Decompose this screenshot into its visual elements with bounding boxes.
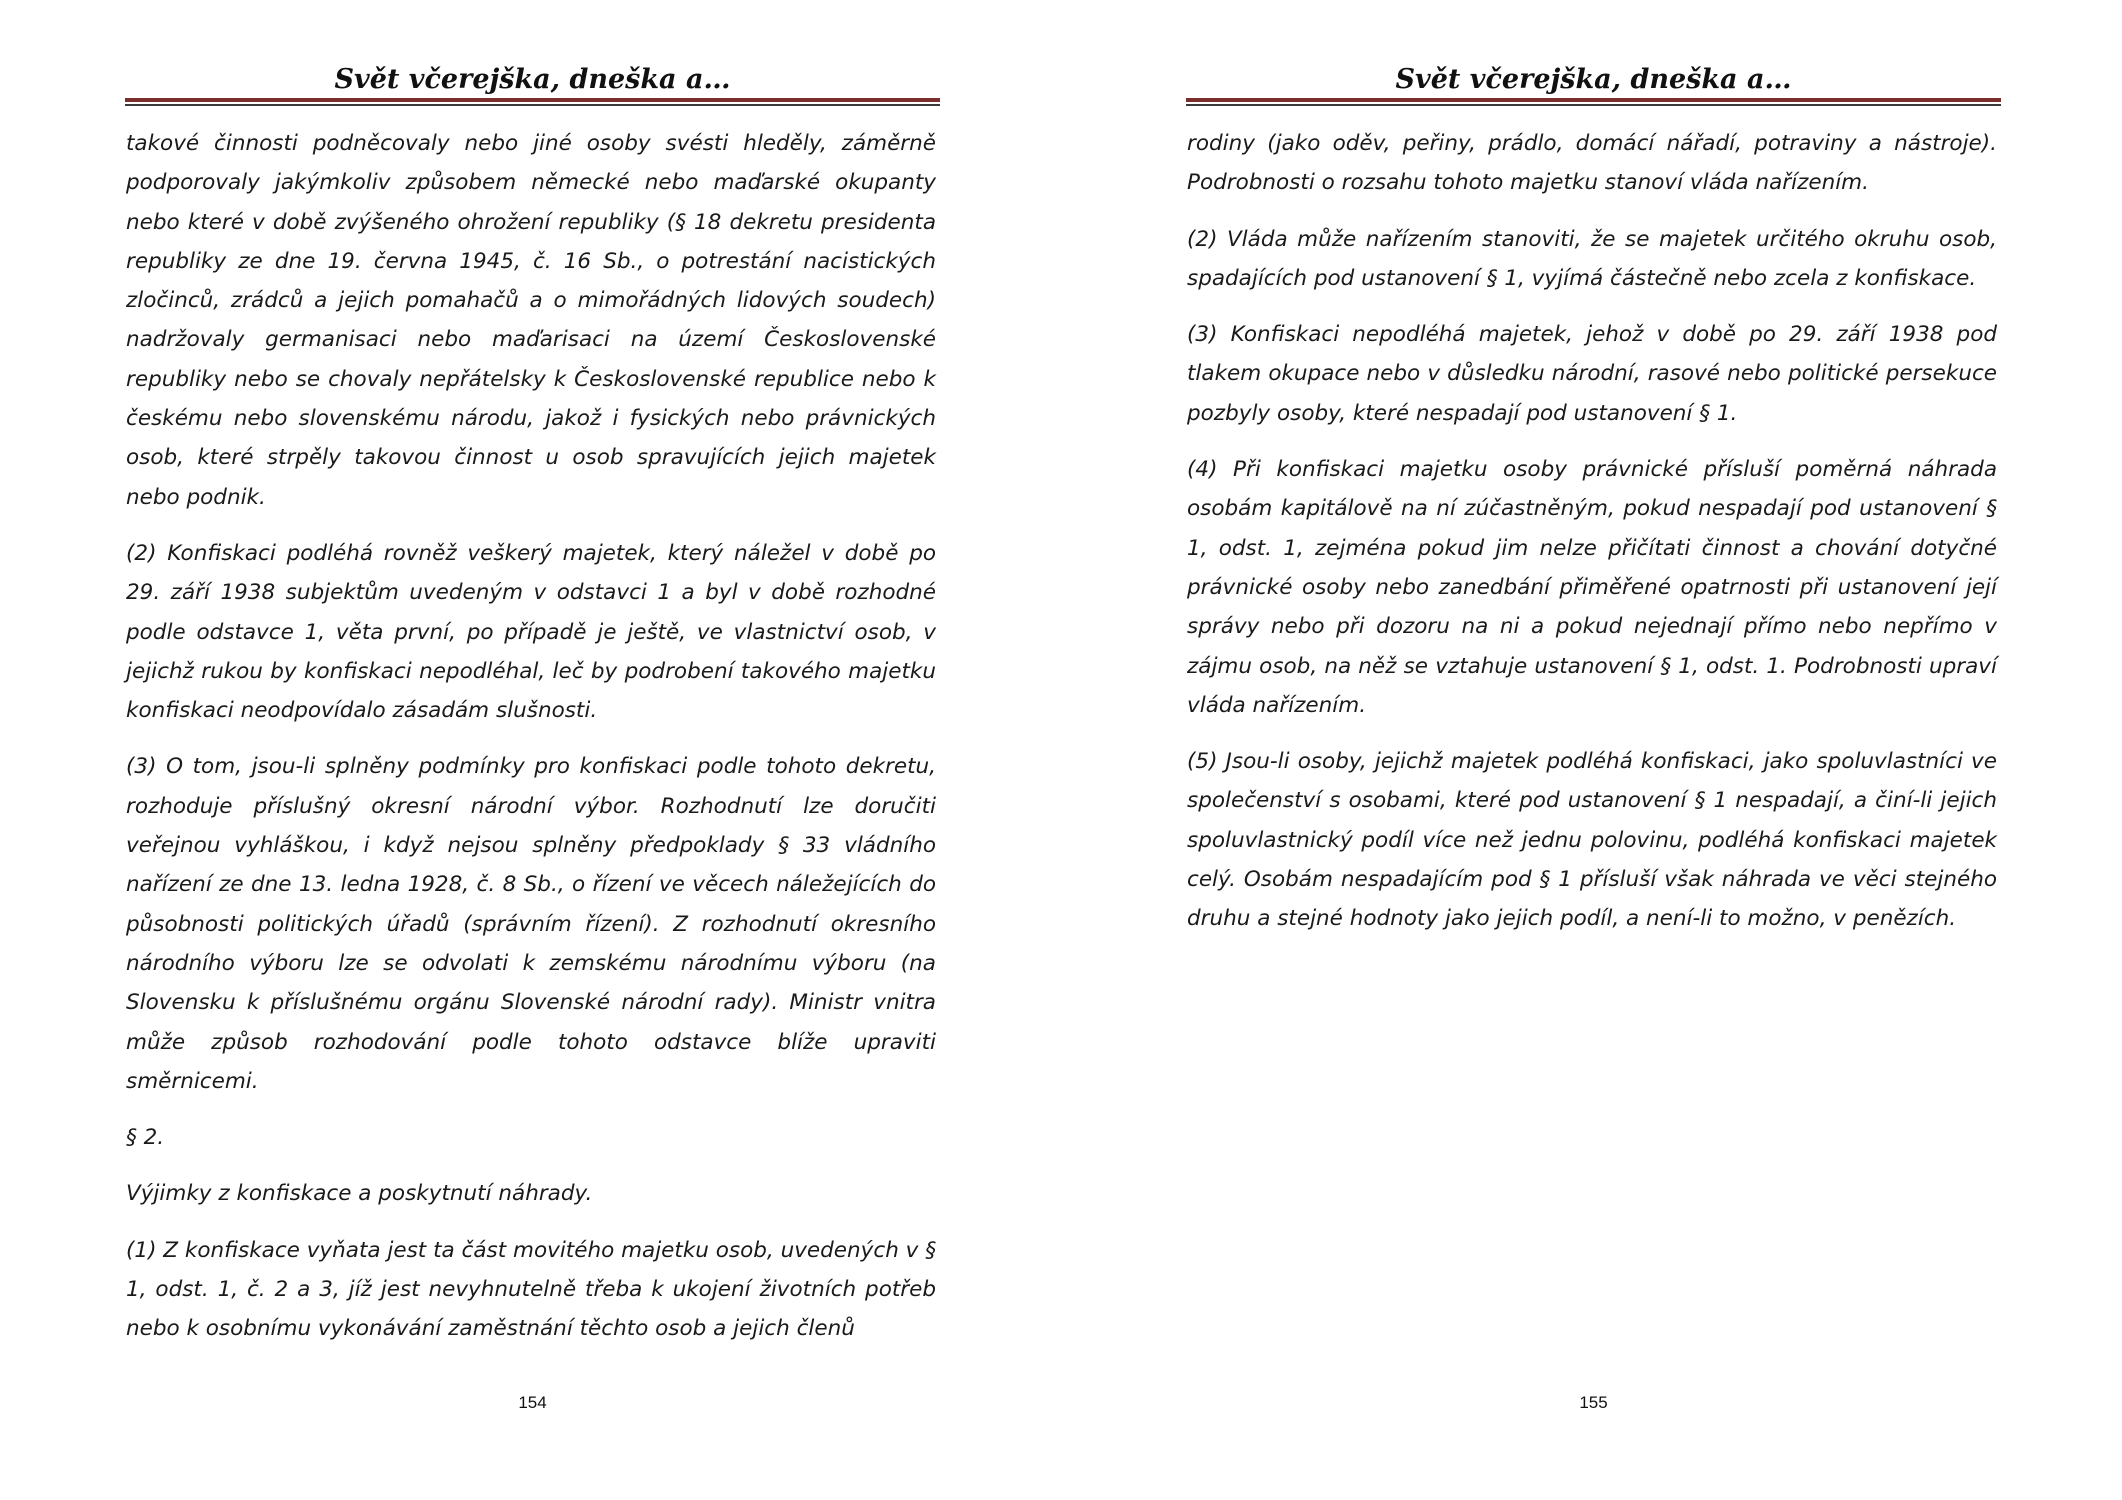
paragraph: (4) Při konfiskaci majetku osoby právnické přísluší poměrná náhrada osobám kapitálově na ní zúčastněným, pokud nespadají pod ustanovení § 1, odst. 1, zejména pokud jim nelze přičítati činnost a chování dotyčné právnické osoby nebo zanedbání přiměřené opatrnosti při ustanovení její správy nebo při dozoru na ni a pokud nejednají přímo nebo nepřímo v zájmu osob, na něž se vztahuje ustanovení § 1, odst. 1. Podrobnosti upraví vláda nařízením. [1187, 457, 1997, 718]
header-rule [125, 98, 940, 106]
paragraph: (3) O tom, jsou-li splněny podmínky pro konfiskaci podle tohoto dekretu, rozhoduje příslušný okresní národní výbor. Rozhodnutí lze doručiti veřejnou vyhláškou, i když nejsou splněny předpoklady § 33 vládního nařízení ze dne 13. ledna 1928, č. 8 Sb., o řízení ve věcech náležejících do působnosti politických úřadů (správním řízení). Z rozhodnutí okresního národního výboru lze se odvolati k zemskému národnímu výboru (na Slovensku k příslušnému orgánu Slovenské národní rady). Ministr vnitra může způsob rozhodování podle tohoto odstavce blíže upraviti směrnicemi. [126, 754, 936, 1094]
paragraph: (5) Jsou-li osoby, jejichž majetek podléhá konfiskaci, jako spoluvlastníci ve společenství s osobami, které pod ustanovení § 1 nespadají, a činí-li jejich spoluvlastnický podíl více než jednu polovinu, podléhá konfiskaci majetek celý. Osobám nespadajícím pod § 1 přísluší však náhrada ve věci stejného druhu a stejné hodnoty jako jejich podíl, a není-li to možno, v penězích. [1187, 749, 1997, 932]
paragraph: (2) Vláda může nařízením stanoviti, že se majetek určitého okruhu osob, spadajících pod ustanovení § 1, vyjímá částečně nebo zcela z konfiskace. [1187, 226, 1997, 291]
running-head: Svět včerejška, dneška a… [1395, 64, 1792, 95]
page-number: 154 [518, 1393, 547, 1412]
header-rule [1186, 98, 2001, 106]
paragraph: rodiny (jako oděv, peřiny, prádlo, domácí nářadí, potraviny a nástroje). Podrobnosti o rozsahu tohoto majetku stanoví vláda nařízením. [1187, 131, 1997, 196]
page-number: 155 [1579, 1393, 1608, 1412]
paragraph: (3) Konfiskaci nepodléhá majetek, jehož v době po 29. září 1938 pod tlakem okupace nebo v důsledku národní, rasové nebo politické persekuce pozbyly osoby, které nespadají pod ustanovení § 1. [1187, 322, 1997, 426]
page-body [126, 124, 936, 1366]
paragraph: takové činnosti podněcovaly nebo jiné osoby svésti hleděly, záměrně podporovaly jakýmkoliv způsobem německé nebo maďarské okupanty nebo které v době zvýšeného ohrožení republiky (§ 18 dekretu presidenta republiky ze dne 19. června 1945, č. 16 Sb., o potrestání nacistických zločinců, zrádců a jejich pomahačů a o mimořádných lidových soudech) nadržovaly germanisaci nebo maďarisaci na území Československé republiky nebo se chovaly nepřátelsky k Československé republice nebo k českému nebo slovenskému národu, jakož i fysických nebo právnických osob, které strpěly takovou činnost u osob spravujících jejich majetek nebo podnik. [126, 131, 936, 510]
paragraph: (1) Z konfiskace vyňata jest ta část movitého majetku osob, uvedených v § 1, odst. 1, č. 2 a 3, jíž jest nevyhnutelně třeba k ukojení životních potřeb nebo k osobnímu vykonávání zaměstnání těchto osob a jejich členů [126, 1237, 936, 1342]
section-title: Výjimky z konfiskace a poskytnutí náhrady. [126, 1181, 593, 1207]
section-number: § 2. [126, 1125, 165, 1151]
page-body [1187, 124, 1997, 956]
paragraph: (2) Konfiskaci podléhá rovněž veškerý majetek, který náležel v době po 29. září 1938 subjektům uvedeným v odstavci 1 a byl v době rozhodné podle odstavce 1, věta první, po případě je ještě, ve vlastnictví osob, v jejichž rukou by konfiskaci nepodléhal, leč by podrobení takového majetku konfiskaci neodpovídalo zásadám slušnosti. [126, 540, 936, 724]
running-head: Svět včerejška, dneška a… [334, 64, 731, 95]
right-page [1061, 0, 2122, 1500]
